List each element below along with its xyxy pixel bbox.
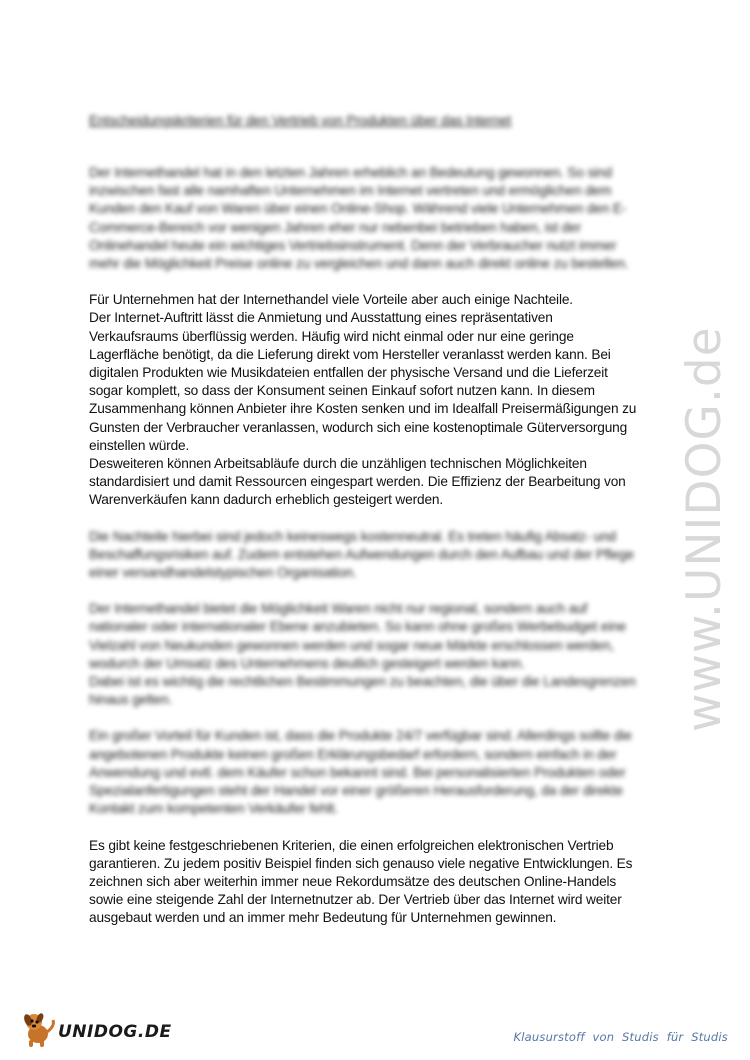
paragraph-line: Onlinehandel heute ein wichtiges Vertriebsinstrument. Denn der Verbraucher nutzt immer xyxy=(89,237,617,253)
paragraph xyxy=(89,291,667,509)
document-title: Entscheidungskriterien für den Vertrieb von Produkten über das Internet xyxy=(89,113,512,128)
paragraph-line: Warenverkäufen kann dadurch erheblich gesteigert werden. xyxy=(89,492,444,508)
paragraph xyxy=(89,528,667,583)
paragraph-line: hinaus gelten. xyxy=(89,692,173,708)
paragraph-line: wodurch der Umsatz des Unternehmens deutlich gesteigert werden kann. xyxy=(89,655,525,671)
paragraph-line: Verkaufsraums überflüssig werden. Häufig wird nicht einmal oder nur eine geringe xyxy=(89,328,574,344)
paragraph-line: Ein großer Vorteil für Kunden ist, dass die Produkte 24/7 verfügbar sind. Allerdings sollte die xyxy=(89,728,632,744)
paragraph-line: nationaler oder internationaler Ebene anzubieten. So kann ohne großes Werbebudget eine xyxy=(89,619,627,635)
paragraph-line: einer versandhandelstypischen Organisation. xyxy=(89,565,357,581)
paragraph-line: Der Internet-Auftritt lässt die Anmietung und Ausstattung eines repräsentativen xyxy=(89,310,553,326)
paragraph-line: Die Nachteile hierbei sind jedoch keineswegs kostenneutral. Es treten häufig Absatz- und xyxy=(89,528,617,544)
paragraph-line: sogar komplett, so dass der Konsument seinen Einkauf sofort nutzen kann. In diesem xyxy=(89,383,595,399)
paragraph-line: Es gibt keine festgeschriebenen Kriterien, die einen erfolgreichen elektronischen Vertrieb xyxy=(89,837,614,853)
paragraph-line: einstellen würde. xyxy=(89,437,190,453)
paragraph-line: angebotenen Produkte keinen großen Erklärungsbedarf erfordern, sondern einfach in der xyxy=(89,746,617,762)
paragraph-line: mehr die Möglichkeit Preise online zu vergleichen und dann auch direkt online zu bestellen. xyxy=(89,256,629,272)
paragraph xyxy=(89,727,667,818)
paragraph-line: Anwendung und evtl. dem Käufer schon bekannt sind. Bei personalisierten Produkten oder xyxy=(89,764,626,780)
paragraph-line: Der Internethandel hat in den letzten Jahren erheblich an Bedeutung gewonnen. So sind xyxy=(89,165,612,180)
paragraph-line: Commerce-Bereich vor wenigen Jahren eher nur nebenbei betrieben haben, ist der xyxy=(89,219,581,235)
dog-mascot-icon xyxy=(20,1010,60,1050)
footer-logo xyxy=(20,1010,190,1050)
paragraph-line: Zusammenhang können Anbieter ihre Kosten senken und im Idealfall Preisermäßigungen zu xyxy=(89,401,637,417)
paragraph-line: standardisiert und damit Ressourcen eingespart werden. Die Effizienz der Bearbeitung von xyxy=(89,474,626,490)
logo-text: UNIDOG.DE xyxy=(58,1022,172,1042)
paragraph-line: Desweiteren können Arbeitsabläufe durch die unzähligen technischen Möglichkeiten xyxy=(89,456,587,472)
document-body xyxy=(89,112,667,946)
paragraph-line: Gunsten der Verbraucher veranlassen, wodurch sich eine kostenoptimale Güterversorgung xyxy=(89,419,628,435)
paragraph-line: Dabei ist es wichtig die rechtlichen Bestimmungen zu beachten, die über die Landesgrenzen xyxy=(89,674,636,690)
watermark xyxy=(648,280,748,740)
paragraph-line: Vielzahl von Neukunden gewonnen werden und sogar neue Märkte erschlossen werden, xyxy=(89,637,614,653)
paragraph-line: digitalen Produkten wie Musikdateien entfallen der physische Versand und die Lieferzeit xyxy=(89,365,608,381)
paragraph-line: sowie eine steigende Zahl der Internetnutzer ab. Der Vertrieb über das Internet wird weiter xyxy=(89,892,622,908)
paragraph-list xyxy=(89,164,667,928)
paragraph-line: ausgebaut werden und an immer mehr Bedeutung für Unternehmen gewinnen. xyxy=(89,910,557,926)
paragraph-line: inzwischen fast alle namhaften Unternehmen im Internet vertreten und ermöglichen dem xyxy=(89,183,612,199)
footer-tagline: Klausurstoff von Studis für Studis xyxy=(513,1030,728,1044)
watermark-text: www.UNIDOG.de xyxy=(677,326,732,732)
paragraph-line: Der Internethandel bietet die Möglichkeit Waren nicht nur regional, sondern auch auf xyxy=(89,601,588,617)
paragraph-line: Kontakt zum kompetenten Verkäufer fehlt. xyxy=(89,801,338,817)
paragraph-line: zeichnen sich aber weiterhin immer neue Rekordumsätze des deutschen Online-Handels xyxy=(89,873,617,889)
paragraph xyxy=(89,837,667,928)
paragraph xyxy=(89,600,667,709)
paragraph-line: Kunden den Kauf von Waren über einen Online-Shop. Während viele Unternehmen den E- xyxy=(89,201,627,217)
paragraph-line: garantieren. Zu jedem positiv Beispiel finden sich genauso viele negative Entwicklungen. Es xyxy=(89,855,633,871)
paragraph-line: Beschaffungsrisiken auf. Zudem entstehen Aufwendungen durch den Aufbau und der Pflege xyxy=(89,546,634,562)
paragraph-line: Lagerfläche benötigt, da die Lieferung direkt vom Hersteller veranlasst werden kann. Bei xyxy=(89,346,611,362)
paragraph-line: Für Unternehmen hat der Internethandel viele Vorteile aber auch einige Nachteile. xyxy=(89,292,573,308)
paragraph xyxy=(89,164,667,273)
paragraph-line: Spezialanfertigungen steht der Handel vor einer größeren Herausforderung, da der direkte xyxy=(89,783,623,799)
